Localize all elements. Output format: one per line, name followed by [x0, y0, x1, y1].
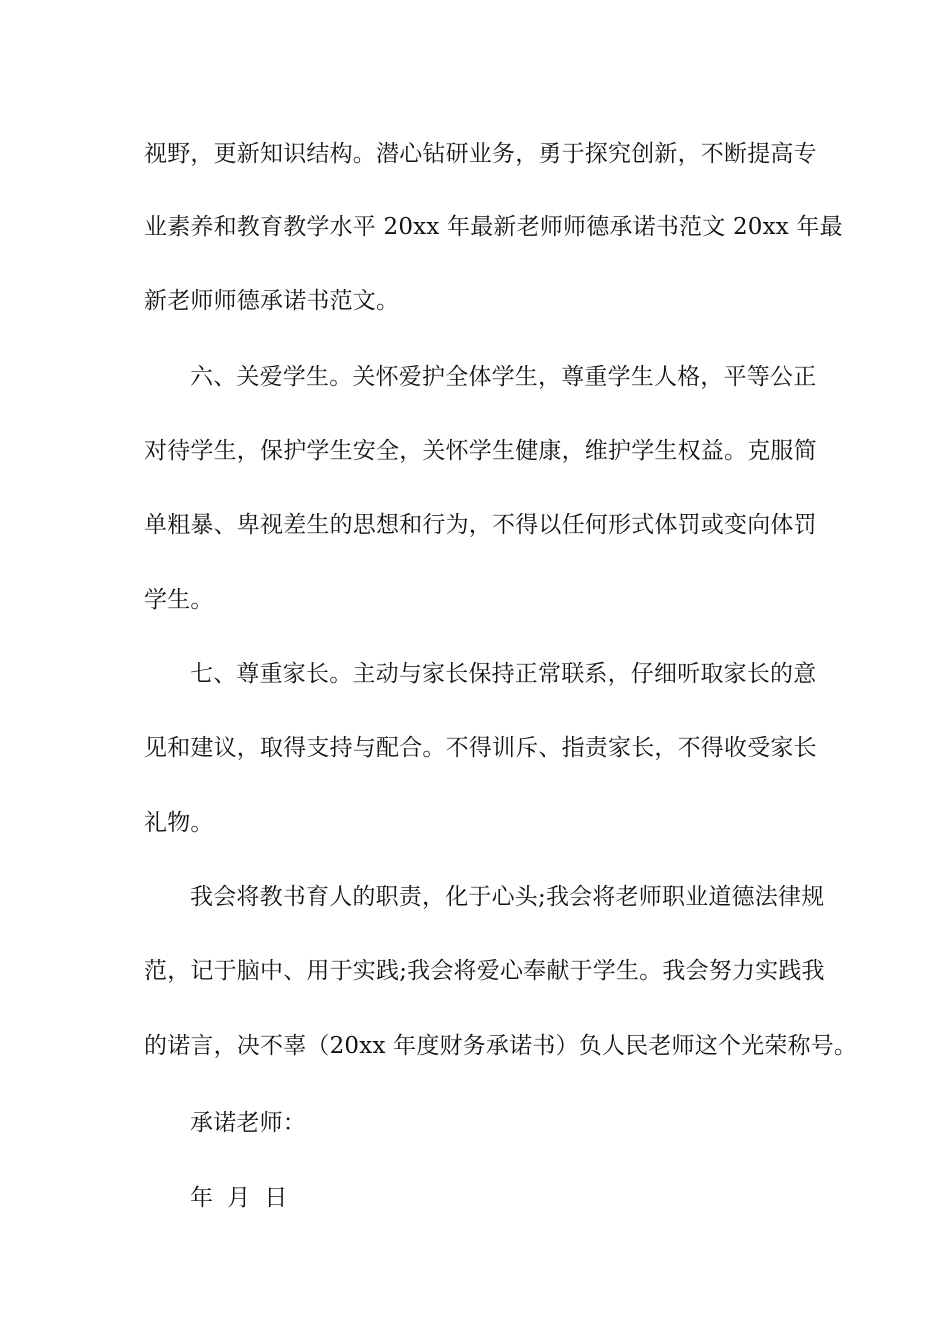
text-line: 学生。	[144, 587, 214, 613]
signature-date	[190, 1183, 860, 1213]
text-line: 视野，更新知识结构。潜心钻研业务，勇于探究创新，不断提高专	[144, 141, 817, 167]
text-line: 范，记于脑中、用于实践;我会将爱心奉献于学生。我会努力实践我	[144, 958, 825, 984]
text-line: 单粗暴、卑视差生的思想和行为，不得以任何形式体罚或变向体罚	[144, 512, 817, 538]
text-line: 新老师师德承诺书范文。	[144, 288, 400, 314]
text-line: 礼物。	[144, 810, 214, 836]
date-day: 日	[264, 1185, 288, 1211]
text-line: 对待学生，保护学生安全，关怀学生健康，维护学生权益。克服简	[144, 438, 817, 464]
signature-label: 承诺老师：	[190, 1110, 306, 1136]
paragraph-six-first-line: 六、关爱学生。关怀爱护全体学生，尊重学生人格，平等公正	[190, 364, 817, 390]
paragraph-seven-first-line: 七、尊重家长。主动与家长保持正常联系，仔细听取家长的意	[190, 661, 817, 687]
text-line: 业素养和教育教学水平 20xx 年最新老师师德承诺书范文 20xx 年最	[144, 214, 843, 240]
closing-paragraph-first-line: 我会将教书育人的职责，化于心头;我会将老师职业道德法律规	[190, 884, 825, 910]
date-month: 月	[227, 1185, 251, 1211]
date-year: 年	[190, 1185, 214, 1211]
text-line: 见和建议，取得支持与配合。不得训斥、指责家长，不得收受家长	[144, 735, 817, 761]
text-line: 的诺言，决不辜（20xx 年度财务承诺书）负人民老师这个光荣称号。	[144, 1033, 858, 1059]
